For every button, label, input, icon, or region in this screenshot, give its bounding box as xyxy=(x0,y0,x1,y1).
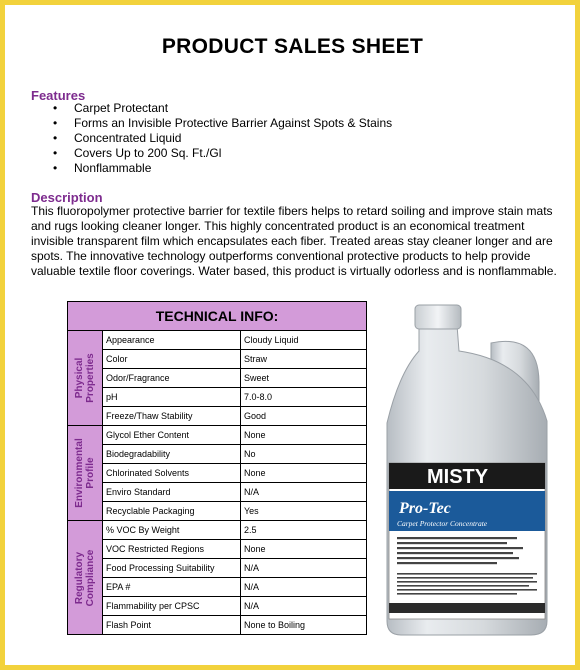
group-physical-properties xyxy=(68,331,366,426)
description-text: This fluoropolymer protective barrier for textile fibers helps to retard soiling and improve stain mats and rugs looking cleaner longer. This highly concentrated product is an economical treatment invisible transparent film which encapsulates each fiber. Treated areas stay cleaner longer and are spots. The innovative technology outperforms conventional protective products to help provide valuable textile floor coverings. Water based, this product is virtually odorless and is nonflammable. xyxy=(31,204,557,278)
list-item: • Concentrated Liquid xyxy=(53,131,182,145)
page-title: PRODUCT SALES SHEET xyxy=(161,35,424,58)
bullet-icon: • xyxy=(53,116,58,130)
table-row: Flash Point None to Boiling xyxy=(103,616,366,634)
description-heading: Description xyxy=(31,190,103,205)
bullet-icon: • xyxy=(53,101,58,115)
group-environmental-profile xyxy=(68,426,366,521)
technical-info-heading: TECHNICAL INFO: xyxy=(68,302,366,331)
jug-cap xyxy=(415,305,461,329)
list-item: • Forms an Invisible Protective Barrier Against Spots & Stains xyxy=(53,116,393,130)
bullet-icon: • xyxy=(53,161,58,175)
product-jug-image xyxy=(379,303,559,643)
table-row: Food Processing Suitability N/A xyxy=(103,559,366,578)
product-subtitle: Carpet Protector Concentrate xyxy=(397,519,488,528)
group-label: Regulatory Compliance xyxy=(74,549,96,606)
table-row: Color Straw xyxy=(103,350,366,369)
list-item: • Carpet Protectant xyxy=(53,101,169,115)
list-item: • Covers Up to 200 Sq. Ft./Gl xyxy=(53,146,222,160)
group-label: Environmental Profile xyxy=(74,438,96,508)
label-footer-band xyxy=(389,603,545,613)
list-item: • Nonflammable xyxy=(53,161,152,175)
features-list xyxy=(31,101,392,176)
table-row: EPA # N/A xyxy=(103,578,366,597)
table-row: Recyclable Packaging Yes xyxy=(103,502,366,520)
group-label: Physical Properties xyxy=(74,353,96,403)
technical-info-table xyxy=(67,301,367,635)
table-row: Chlorinated Solvents None xyxy=(103,464,366,483)
table-row: Odor/Fragrance Sweet xyxy=(103,369,366,388)
table-row: pH 7.0-8.0 xyxy=(103,388,366,407)
table-row: % VOC By Weight 2.5 xyxy=(103,521,366,540)
table-row: Flammability per CPSC N/A xyxy=(103,597,366,616)
bullet-icon: • xyxy=(53,146,58,160)
product-name: Pro-Tec xyxy=(399,500,451,517)
group-regulatory-compliance xyxy=(68,521,366,634)
table-row: Biodegradability No xyxy=(103,445,366,464)
features-heading: Features xyxy=(31,88,86,103)
brand-logo: MISTY xyxy=(427,466,489,488)
table-row: Enviro Standard N/A xyxy=(103,483,366,502)
table-row: Appearance Cloudy Liquid xyxy=(103,331,366,350)
bullet-icon: • xyxy=(53,131,58,145)
table-row: VOC Restricted Regions None xyxy=(103,540,366,559)
table-row: Glycol Ether Content None xyxy=(103,426,366,445)
table-row: Freeze/Thaw Stability Good xyxy=(103,407,366,425)
